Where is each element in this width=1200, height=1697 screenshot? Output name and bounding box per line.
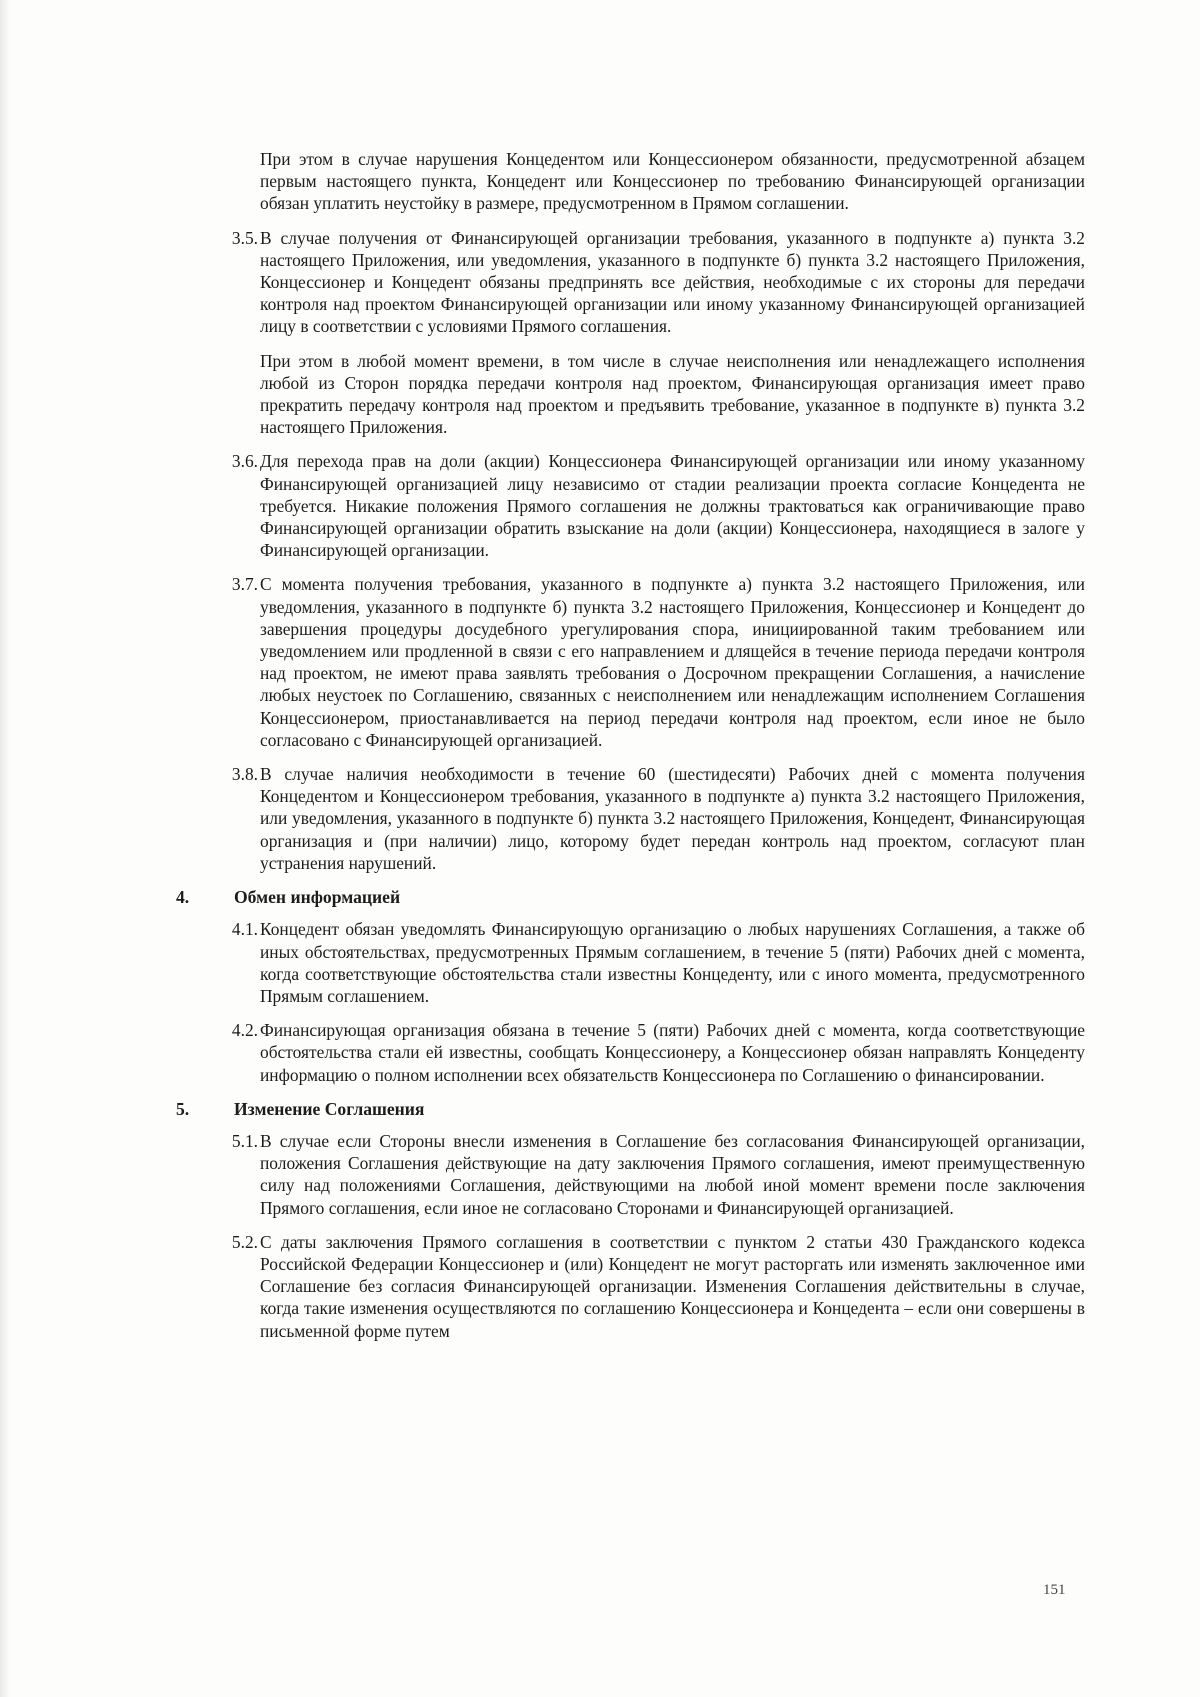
subitem-5-1 (200, 1130, 1085, 1219)
subitem-number: 3.6. (231, 451, 258, 472)
section-title: Обмен информацией (234, 887, 401, 908)
section-heading-5 (176, 1098, 1085, 1120)
page-number: 151 (1043, 1582, 1066, 1598)
section-title: Изменение Соглашения (234, 1098, 425, 1119)
subitem-number: 5.1. (231, 1130, 258, 1151)
subitem-text: В случае получения от Финансирующей организации требования, указанного в подпункте а) пункта 3.2 настоящего Приложения, или уведомления, указанного в подпункте б) пункта 3.2 настоящего Приложения, Концессионер и Концедент обязаны предпринять все действия, необходимые с их стороны для передачи контроля над проектом Финансирующей организации или иному указанному Финансирующей организацией лицу в соответствии с условиями Прямого соглашения. (260, 227, 1085, 337)
subitem-text: С момента получения требования, указанного в подпункте а) пункта 3.2 настоящего Приложения, или уведомления, указанного в подпункте б) пункта 3.2 настоящего Приложения, Концессионер и Концедент до завершения процедуры досудебного урегулирования спора, инициированной таким требованием или уведомлением или продленной в связи с его направлением и длящейся в течение периода передачи контроля над проектом, не имеют права заявлять требования о Досрочном прекращении Соглашения, а начисление любых неустоек по Соглашению, связанных с неисполнением или ненадлежащим исполнением Соглашения Концессионером, приостанавливается на период передачи контроля над проектом, если иное не было согласовано с Финансирующей организацией. (260, 574, 1085, 750)
subitem-number: 5.2. (231, 1231, 258, 1252)
subitem-3-6 (200, 450, 1085, 561)
subitem-text: В случае если Стороны внесли изменения в Соглашение без согласования Финансирующей организации, положения Соглашения действующие на дату заключения Прямого соглашения, имеют преимущественную силу над положениями Соглашения, действующими на любой иной момент времени после заключения Прямого соглашения, если иное не согласовано Сторонами и Финансирующей организацией. (260, 1130, 1085, 1218)
section-number: 5. (176, 1098, 190, 1119)
subitem-text: Для перехода прав на доли (акции) Концессионера Финансирующей организации или иному указанному Финансирующей организацией лицу независимо от стадии реализации проекта согласие Концедента не требуется. Никакие положения Прямого соглашения не должны трактоваться как ограничивающие право Финансирующей организации обратить взыскание на доли (акции) Концессионера, находящиеся в залоге у Финансирующей организации. (260, 451, 1085, 561)
document-body (176, 148, 1085, 1354)
subitem-number: 3.8. (231, 764, 258, 785)
subitem-4-1 (200, 918, 1085, 1007)
subitem-text: Финансирующая организация обязана в течение 5 (пяти) Рабочих дней с момента, когда соответствующие обстоятельства стали ей известны, сообщать Концессионеру, а Концессионер обязан направлять Концеденту информацию о полном исполнении всех обязательств Концессионера по Соглашению о финансировании. (260, 1020, 1085, 1085)
subitem-3-7 (200, 573, 1085, 751)
section-number: 4. (176, 887, 190, 908)
paragraph-3-5-continuation: При этом в любой момент времени, в том числе в случае неисполнения или ненадлежащего исполнения любой из Сторон порядка передачи контроля над проектом, Финансирующая организация имеет право прекратить передачу контроля над проектом и предъявить требование, указанное в подпункте в) пункта 3.2 настоящего Приложения. (260, 350, 1085, 438)
subitem-5-2 (200, 1231, 1085, 1342)
subitem-text: Концедент обязан уведомлять Финансирующую организацию о любых нарушениях Соглашения, а также об иных обстоятельствах, предусмотренных Прямым соглашением, в течение 5 (пяти) Рабочих дней с момента, когда соответствующие обстоятельства стали известны Концеденту, или с иного момента, предусмотренного Прямым соглашением. (260, 919, 1085, 1006)
subitem-number: 3.5. (231, 227, 258, 248)
subitem-3-5 (200, 227, 1085, 338)
section-heading-4 (176, 886, 1085, 908)
subitem-3-8 (200, 763, 1085, 874)
subitem-4-2 (200, 1019, 1085, 1086)
subitem-text: В случае наличия необходимости в течение 60 (шестидесяти) Рабочих дней с момента получения Концедентом и Концессионером требования, указанного в подпункте а) пункта 3.2 настоящего Приложения, или уведомления, указанного в подпункте б) пункта 3.2 настоящего Приложения, Концедент, Финансирующая организация и (при наличии) лицо, которому будет передан контроль над проектом, согласуют план устранения нарушений. (260, 764, 1085, 873)
subitem-number: 3.7. (231, 574, 258, 595)
paragraph-3-4-continuation: При этом в случае нарушения Концедентом или Концессионером обязанности, предусмотренной абзацем первым настоящего пункта, Концедент или Концессионер по требованию Финансирующей организации обязан уплатить неустойку в размере, предусмотренном в Прямом соглашении. (260, 149, 1085, 214)
subitem-text: С даты заключения Прямого соглашения в соответствии с пунктом 2 статьи 430 Гражданского кодекса Российской Федерации Концессионер и (или) Концедент не могут расторгать или изменять заключенное ими Соглашение без согласия Финансирующей организации. Изменения Соглашения действительны в случае, когда такие изменения осуществляются по соглашению Концессионера и Концедента – если они совершены в письменной форме путем (260, 1231, 1085, 1341)
subitem-number: 4.1. (231, 919, 258, 940)
scan-edge-shadow (0, 0, 10, 1697)
subitem-number: 4.2. (231, 1020, 258, 1041)
